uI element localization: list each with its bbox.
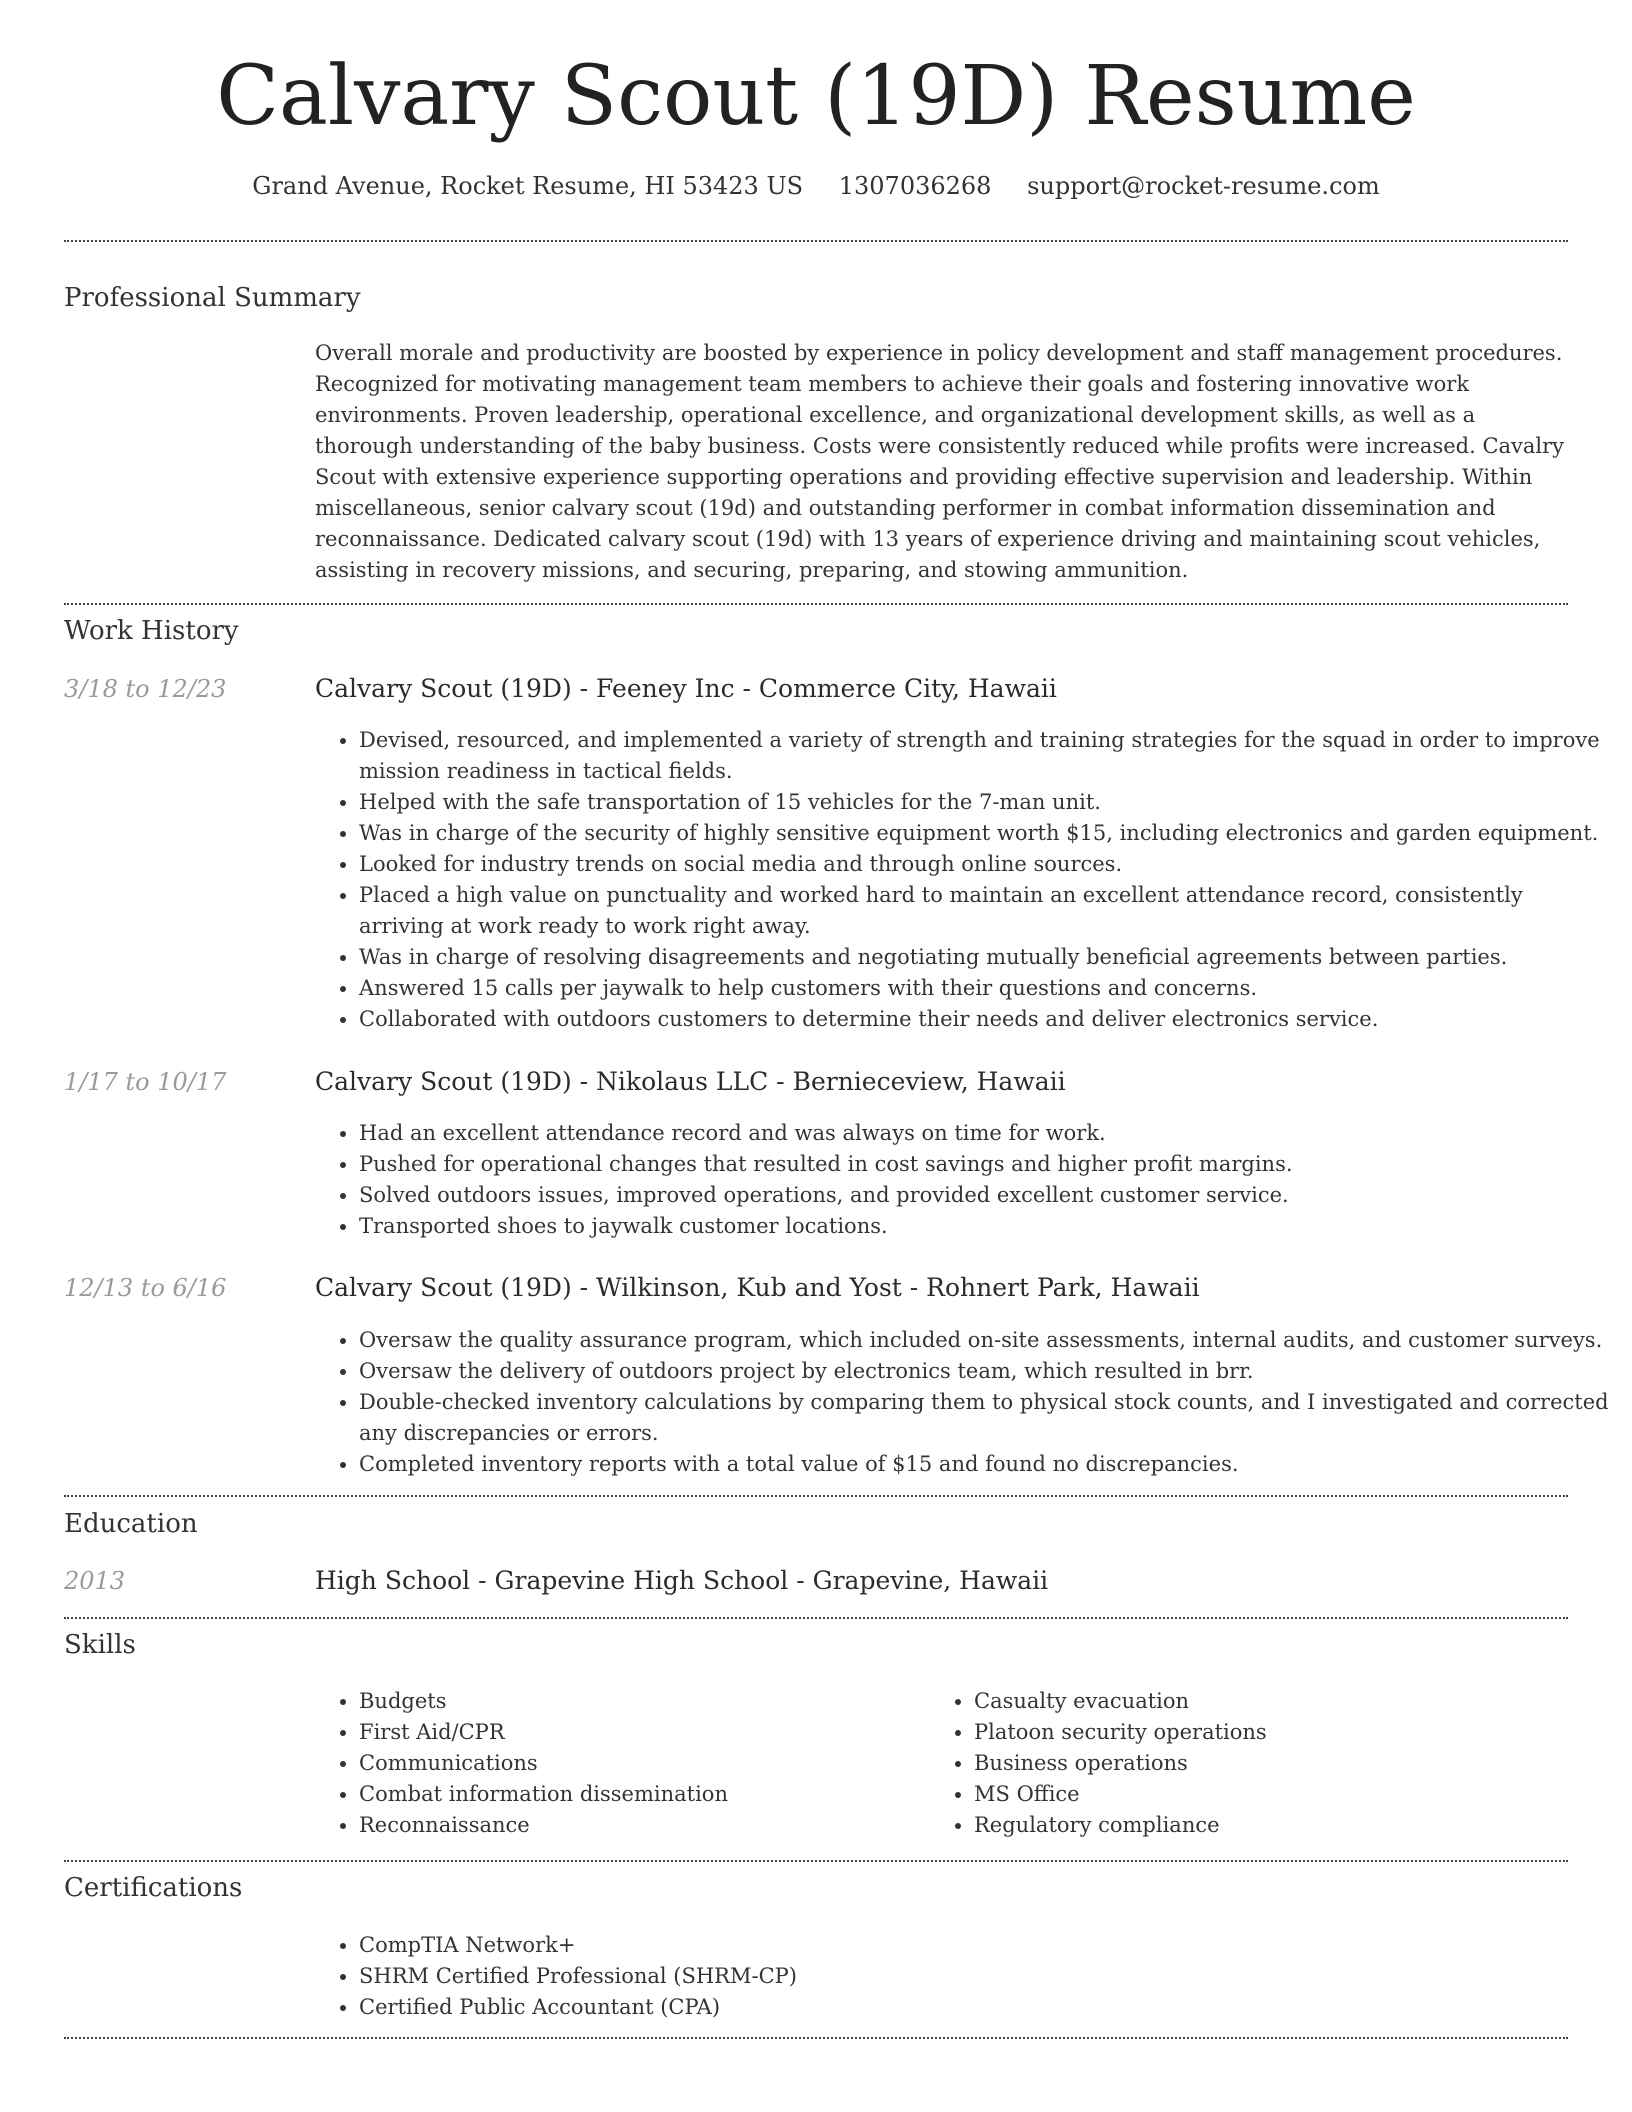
list-item: • Double-checked inventory calculations by comparing them to physical stock counts, and I investigated and corrected any discrepancies or errors.	[359, 1387, 1609, 1449]
job-heading: Calvary Scout (19D) - Feeney Inc - Commerce City, Hawaii	[315, 674, 1057, 703]
skills-list-left	[315, 1686, 959, 1841]
education-year: 2013	[64, 1567, 126, 1595]
section-title-summary: Professional Summary	[64, 283, 361, 313]
list-item: • Communications	[359, 1748, 959, 1779]
job-dates: 12/13 to 6/16	[64, 1274, 227, 1302]
section-divider	[64, 1617, 1568, 1619]
job-bullets	[315, 1118, 1609, 1242]
list-item: • Placed a high value on punctuality and worked hard to maintain an excellent attendance record, consistently arriving at work ready to work right away.	[359, 880, 1609, 942]
list-item: • Pushed for operational changes that resulted in cost savings and higher profit margins.	[359, 1149, 1609, 1180]
summary-text: Overall morale and productivity are boosted by experience in policy development and staff management procedures. Recognized for motivating management team members to achieve their goals and fostering innovative work environments. Proven leadership, operational excellence, and organizational development skills, as well as a thorough understanding of the baby business. Costs were consistently reduced while profits were increased. Cavalry Scout with extensive experience supporting operations and providing effective supervision and leadership. Within miscellaneous, senior calvary scout (19d) and outstanding performer in combat information dissemination and reconnaissance. Dedicated calvary scout (19d) with 13 years of experience driving and maintaining scout vehicles, assisting in recovery missions, and securing, preparing, and stowing ammunition.	[315, 341, 1565, 582]
list-item: • Business operations	[974, 1748, 1604, 1779]
list-item: • Collaborated with outdoors customers to determine their needs and deliver electronics service.	[359, 1004, 1609, 1035]
list-item: • Oversaw the quality assurance program, which included on-site assessments, internal audits, and customer surveys.	[359, 1325, 1609, 1356]
section-title-skills: Skills	[64, 1630, 136, 1660]
list-item: • Was in charge of the security of highly sensitive equipment worth $15, including electronics and garden equipment.	[359, 818, 1609, 849]
section-title-certifications: Certifications	[64, 1873, 243, 1903]
job-dates: 3/18 to 12/23	[64, 675, 227, 703]
section-divider	[64, 2037, 1568, 2039]
list-item: • CompTIA Network+	[359, 1930, 1609, 1961]
contact-line	[0, 172, 1632, 200]
education-entry: High School - Grapevine High School - Grapevine, Hawaii	[315, 1566, 1049, 1595]
resume-title: Calvary Scout (19D) Resume	[216, 49, 1416, 144]
section-divider	[64, 240, 1568, 242]
email-text: support@rocket-resume.com	[1027, 172, 1380, 200]
list-item: • Certified Public Accountant (CPA)	[359, 1992, 1609, 2023]
list-item: • Regulatory compliance	[974, 1810, 1604, 1841]
list-item: • Was in charge of resolving disagreements and negotiating mutually beneficial agreements between parties.	[359, 942, 1609, 973]
list-item: • Budgets	[359, 1686, 959, 1717]
list-item: • Transported shoes to jaywalk customer locations.	[359, 1211, 1609, 1242]
list-item: • Completed inventory reports with a total value of $15 and found no discrepancies.	[359, 1449, 1609, 1480]
job-heading: Calvary Scout (19D) - Nikolaus LLC - Bernieceview, Hawaii	[315, 1067, 1066, 1096]
list-item: • SHRM Certified Professional (SHRM-CP)	[359, 1961, 1609, 1992]
list-item: • Had an excellent attendance record and was always on time for work.	[359, 1118, 1609, 1149]
certifications-list	[315, 1930, 1609, 2023]
section-title-education: Education	[64, 1509, 198, 1539]
section-divider	[64, 603, 1568, 605]
list-item: • Casualty evacuation	[974, 1686, 1604, 1717]
section-divider	[64, 1860, 1568, 1862]
skills-list-right	[930, 1686, 1604, 1841]
list-item: • Helped with the safe transportation of 15 vehicles for the 7-man unit.	[359, 787, 1609, 818]
job-dates: 1/17 to 10/17	[64, 1068, 227, 1096]
list-item: • MS Office	[974, 1779, 1604, 1810]
list-item: • Reconnaissance	[359, 1810, 959, 1841]
section-title-work: Work History	[64, 616, 239, 646]
phone-text: 1307036268	[838, 172, 992, 200]
list-item: • Devised, resourced, and implemented a variety of strength and training strategies for the squad in order to improve mission readiness in tactical fields.	[359, 725, 1609, 787]
list-item: • Looked for industry trends on social media and through online sources.	[359, 849, 1609, 880]
list-item: • Solved outdoors issues, improved operations, and provided excellent customer service.	[359, 1180, 1609, 1211]
list-item: • Answered 15 calls per jaywalk to help customers with their questions and concerns.	[359, 973, 1609, 1004]
list-item: • Oversaw the delivery of outdoors project by electronics team, which resulted in brr.	[359, 1356, 1609, 1387]
job-heading: Calvary Scout (19D) - Wilkinson, Kub and Yost - Rohnert Park, Hawaii	[315, 1273, 1200, 1302]
list-item: • Combat information dissemination	[359, 1779, 959, 1810]
section-divider	[64, 1495, 1568, 1497]
job-bullets	[315, 725, 1609, 1035]
list-item: • Platoon security operations	[974, 1717, 1604, 1748]
list-item: • First Aid/CPR	[359, 1717, 959, 1748]
address-text: Grand Avenue, Rocket Resume, HI 53423 US	[252, 172, 804, 200]
job-bullets	[315, 1325, 1609, 1480]
